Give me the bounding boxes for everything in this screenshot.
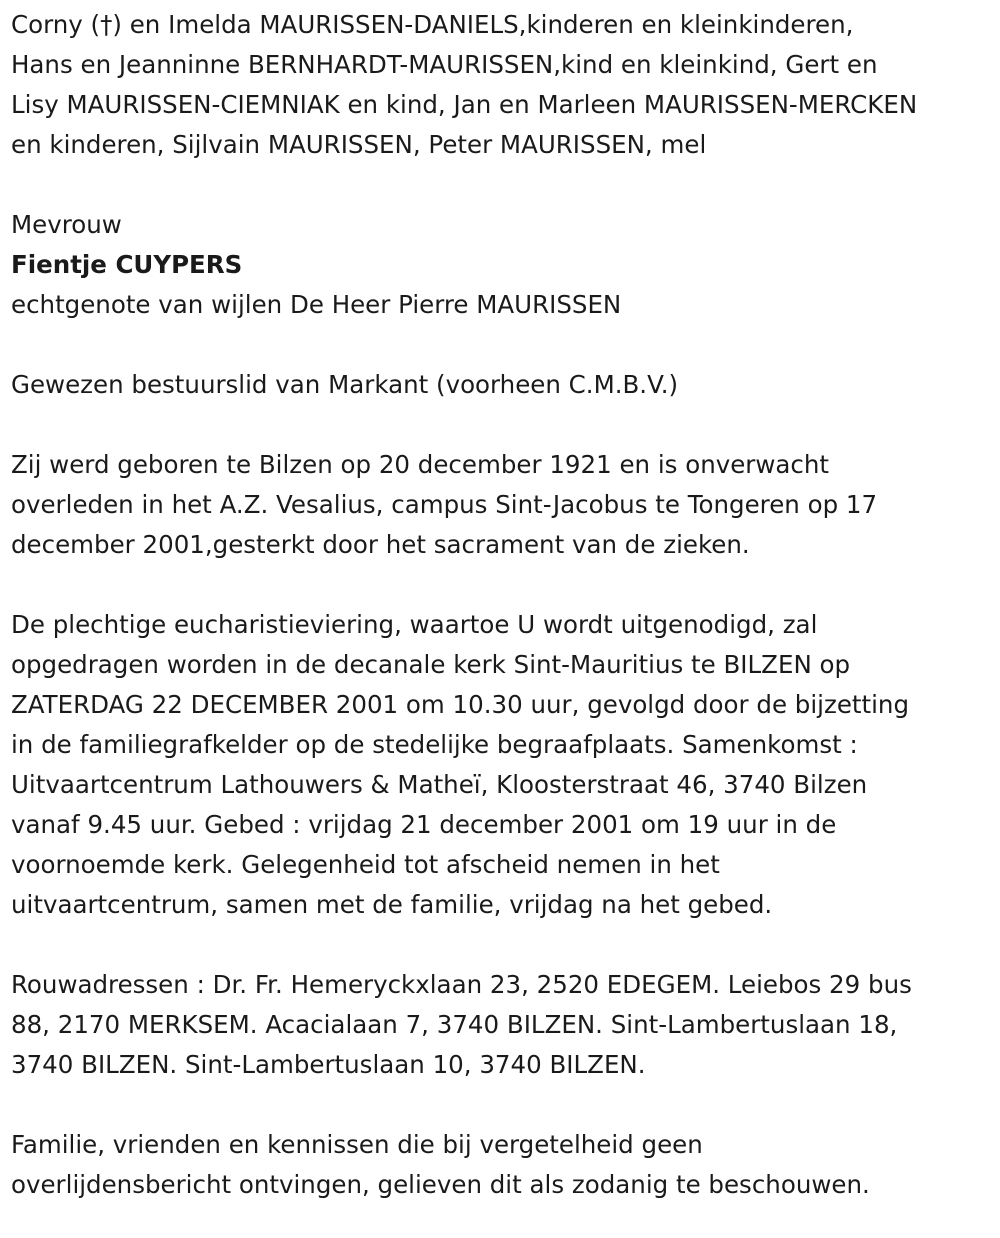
spacer	[11, 325, 993, 365]
family-intro: Corny (†) en Imelda MAURISSEN-DANIELS,kinderen en kleinkinderen, Hans en Jeanninne BERNHARDT-MAURISSEN,kind en kleinkind, Gert en Lisy MAURISSEN-CIEMNIAK en kind, Jan en Marleen MAURISSEN-MERCKEN en kinderen, Sijlvain MAURISSEN, Peter MAURISSEN, mel	[11, 10, 918, 159]
spacer	[11, 165, 993, 205]
spacer	[11, 1085, 993, 1125]
role-line: Gewezen bestuurslid van Markant (voorheen C.M.B.V.)	[11, 370, 679, 399]
salutation: Mevrouw	[11, 210, 122, 239]
deceased-name: Fientje CUYPERS	[11, 250, 243, 279]
spacer	[11, 405, 993, 445]
obituary-notice	[11, 5, 993, 1205]
spacer	[11, 565, 993, 605]
spouse-line: echtgenote van wijlen De Heer Pierre MAURISSEN	[11, 290, 622, 319]
spacer	[11, 925, 993, 965]
addresses-paragraph: Rouwadressen : Dr. Fr. Hemeryckxlaan 23, 2520 EDEGEM. Leiebos 29 bus 88, 2170 MERKSEM. Acacialaan 7, 3740 BILZEN. Sint-Lambertuslaan 18, 3740 BILZEN. Sint-Lambertuslaan 10, 3740 BILZEN.	[11, 970, 912, 1079]
ceremony-paragraph: De plechtige eucharistieviering, waartoe U wordt uitgenodigd, zal opgedragen worden in de decanale kerk Sint-Mauritius te BILZEN op ZATERDAG 22 DECEMBER 2001 om 10.30 uur, gevolgd door de bijzetting in de familiegrafkelder op de stedelijke begraafplaats. Samenkomst : Uitvaartcentrum Lathouwers & Matheï, Kloosterstraat 46, 3740 Bilzen vanaf 9.45 uur. Gebed : vrijdag 21 december 2001 om 19 uur in de voornoemde kerk. Gelegenheid tot afscheid nemen in het uitvaartcentrum, samen met de familie, vrijdag na het gebed.	[11, 610, 910, 919]
birth-death-paragraph: Zij werd geboren te Bilzen op 20 december 1921 en is onverwacht overleden in het A.Z. Vesalius, campus Sint-Jacobus te Tongeren op 17 december 2001,gesterkt door het sacrament van de zieken.	[11, 450, 878, 559]
closing-paragraph: Familie, vrienden en kennissen die bij vergetelheid geen overlijdensbericht ontvingen, gelieven dit als zodanig te beschouwen.	[11, 1130, 870, 1199]
